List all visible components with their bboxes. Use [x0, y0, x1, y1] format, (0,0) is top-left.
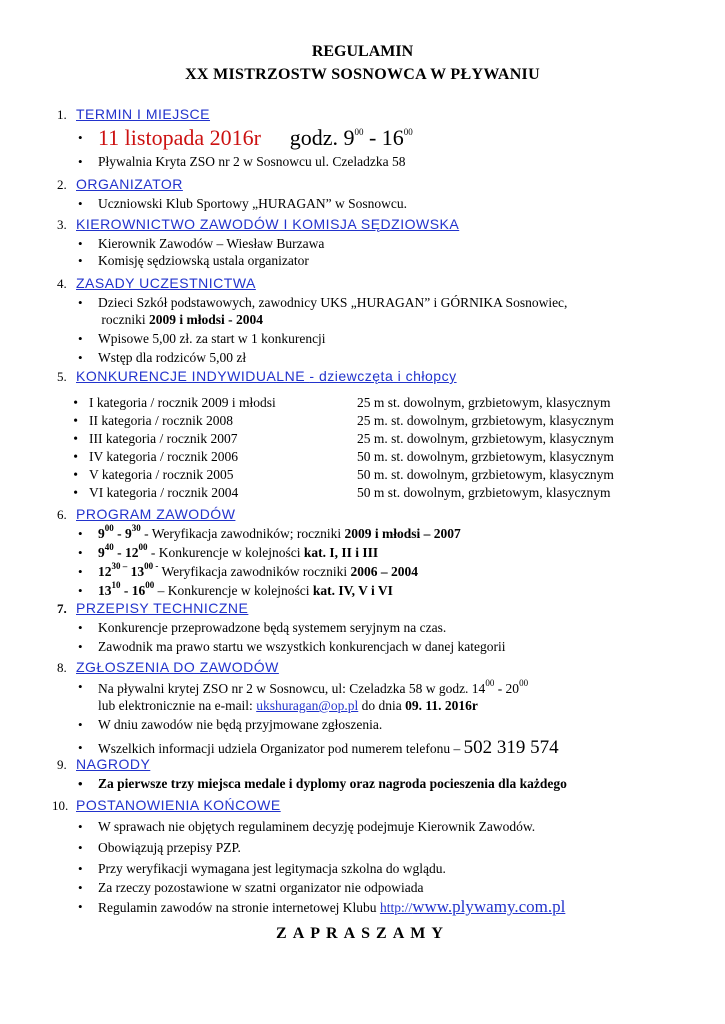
section-title: ORGANIZATOR — [76, 176, 183, 192]
program-row: • $12^{30 -}$ $13^{00 -}$ Weryfikacja zawodników roczniki 2006 – 2004 — [0, 563, 725, 580]
list-item: • Wszelkich informacji udziela Organizator pod numerem telefonu – 502 319 574 — [0, 737, 725, 760]
list-item: • W dniu zawodów nie będą przyjmowane zgłoszenia. — [0, 716, 725, 733]
section-title: KONKURENCJE INDYWIDUALNE - dziewczęta i chłopcy — [76, 368, 457, 384]
section-number: 9. — [57, 757, 67, 772]
section-number: 5. — [57, 369, 67, 384]
section-postanowienia — [0, 797, 725, 916]
bullet: • — [73, 413, 78, 428]
category-label: III kategoria / rocznik 2007 — [89, 431, 238, 446]
section-number: 2. — [57, 177, 67, 192]
category-row — [0, 394, 614, 412]
bullet: • — [73, 449, 78, 464]
section-title: POSTANOWIENIA KOŃCOWE — [76, 797, 281, 813]
section-number: 3. — [57, 217, 67, 232]
list-item: • Przy weryfikacji wymagana jest legitymacja szkolna do wglądu. — [0, 860, 725, 877]
doc-title: REGULAMIN — [311, 43, 414, 60]
section-title: PRZEPISY TECHNICZNE — [76, 600, 249, 616]
section-program — [0, 506, 725, 599]
section-number: 10. — [52, 798, 69, 813]
event-hours: godz. $9^{00} - 16^{00}$ — [289, 125, 413, 150]
category-label: I kategoria / rocznik 2009 i młodsi — [89, 395, 276, 410]
category-row — [0, 430, 614, 448]
list-item: • Zawodnik ma prawo startu we wszystkich konkurencjach w danej kategorii — [0, 638, 725, 655]
section-number: 8. — [57, 660, 67, 675]
section-title: PROGRAM ZAWODÓW — [76, 506, 236, 522]
category-table — [0, 394, 614, 502]
bullet: • — [73, 395, 78, 410]
category-distance: 25 m. st. dowolnym, grzbietowym, klasycznym — [357, 431, 614, 446]
list-item: • Uczniowski Klub Sportowy „HURAGAN” w Sosnowcu. — [0, 195, 725, 212]
email-link[interactable]: ukshuragan@op.pl — [256, 698, 359, 713]
list-item: • Pływalnia Kryta ZSO nr 2 w Sosnowcu ul. Czeladzka 58 — [0, 153, 725, 170]
section-title: NAGRODY — [76, 756, 151, 772]
doc-subtitle: XX MISTRZOSTW SOSNOWCA W PŁYWANIU — [185, 66, 540, 83]
list-item: • Obowiązują przepisy PZP. — [0, 839, 725, 856]
list-item: • Regulamin zawodów na stronie internetowej Klubu http://www.plywamy.com.pl — [0, 898, 725, 916]
list-item: • Dzieci Szkół podstawowych, zawodnicy UKS „HURAGAN” i GÓRNIKA Sosnowiec, roczniki 2009 i młodsi - 2004 — [0, 294, 725, 328]
section-organizator — [0, 176, 725, 212]
list-item-date — [0, 125, 725, 153]
event-date: 11 listopada 2016r — [98, 125, 261, 150]
closing-invitation: ZAPRASZAMY — [276, 925, 449, 942]
section-nagrody — [0, 756, 725, 792]
category-label: II kategoria / rocznik 2008 — [89, 413, 233, 428]
phone-number: 502 319 574 — [463, 737, 559, 758]
category-distance: 25 m st. dowolnym, grzbietowym, klasycznym — [357, 395, 611, 410]
section-title: KIEROWNICTWO ZAWODÓW I KOMISJA SĘDZIOWSKA — [76, 216, 460, 232]
section-number: 6. — [57, 507, 67, 522]
list-item: • Na pływalni krytej ZSO nr 2 w Sosnowcu, ul: Czeladzka 58 w godz. $14^{00} - 20^{00}$ lub elektronicznie na e-mail: ukshuragan@op.pl do dnia 09. 11. 2016r — [0, 678, 725, 714]
list-item: • Za rzeczy pozostawione w szatni organizator nie odpowiada — [0, 879, 725, 896]
category-distance: 50 m. st. dowolnym, grzbietowym, klasycznym — [357, 467, 614, 482]
program-row: • $9^{00} - 9^{30}$ - Weryfikacja zawodników; roczniki 2009 i młodsi – 2007 — [0, 525, 725, 542]
section-title: TERMIN I MIEJSCE — [76, 106, 211, 122]
bullet: • — [73, 467, 78, 482]
category-row — [0, 466, 614, 484]
category-label: IV kategoria / rocznik 2006 — [89, 449, 238, 464]
category-label: V kategoria / rocznik 2005 — [89, 467, 234, 482]
section-termin — [0, 106, 725, 170]
section-zasady — [0, 275, 725, 366]
section-przepisy — [0, 600, 725, 655]
website-link[interactable]: http://www.plywamy.com.pl — [379, 897, 566, 916]
bullet: • — [73, 485, 78, 500]
section-number: 7. — [57, 601, 67, 616]
section-kierownictwo — [0, 216, 725, 269]
program-row: • $13^{10} - 16^{00}$ – Konkurencje w kolejności kat. IV, V i VI — [0, 582, 725, 599]
bullet: • — [73, 431, 78, 446]
category-row — [0, 412, 614, 430]
list-item: • W sprawach nie objętych regulaminem decyzję podejmuje Kierownik Zawodów. — [0, 818, 725, 835]
category-label: VI kategoria / rocznik 2004 — [89, 485, 239, 500]
section-zgloszenia — [0, 659, 725, 760]
list-item: • Za pierwsze trzy miejsca medale i dyplomy oraz nagroda pocieszenia dla każdego — [0, 775, 725, 792]
category-row — [0, 484, 614, 502]
section-title: ZGŁOSZENIA DO ZAWODÓW — [76, 659, 279, 675]
section-title: ZASADY UCZESTNICTWA — [76, 275, 256, 291]
list-item: • Komisję sędziowską ustala organizator — [0, 252, 725, 269]
program-row: • $9^{40} - 12^{00}$ - Konkurencje w kolejności kat. I, II i III — [0, 544, 725, 561]
category-row — [0, 448, 614, 466]
list-item: • Kierownik Zawodów – Wiesław Burzawa — [0, 235, 725, 252]
list-item: • Konkurencje przeprowadzone będą systemem seryjnym na czas. — [0, 619, 725, 636]
section-konkurencje — [0, 368, 725, 387]
section-number: 4. — [57, 276, 67, 291]
category-distance: 50 m. st. dowolnym, grzbietowym, klasycznym — [357, 449, 614, 464]
list-item: • Wstęp dla rodziców 5,00 zł — [0, 349, 725, 366]
section-number: 1. — [57, 107, 67, 122]
list-item: • Wpisowe 5,00 zł. za start w 1 konkurencji — [0, 330, 725, 347]
category-distance: 25 m. st. dowolnym, grzbietowym, klasycznym — [357, 413, 614, 428]
category-distance: 50 m st. dowolnym, grzbietowym, klasycznym — [357, 485, 611, 500]
